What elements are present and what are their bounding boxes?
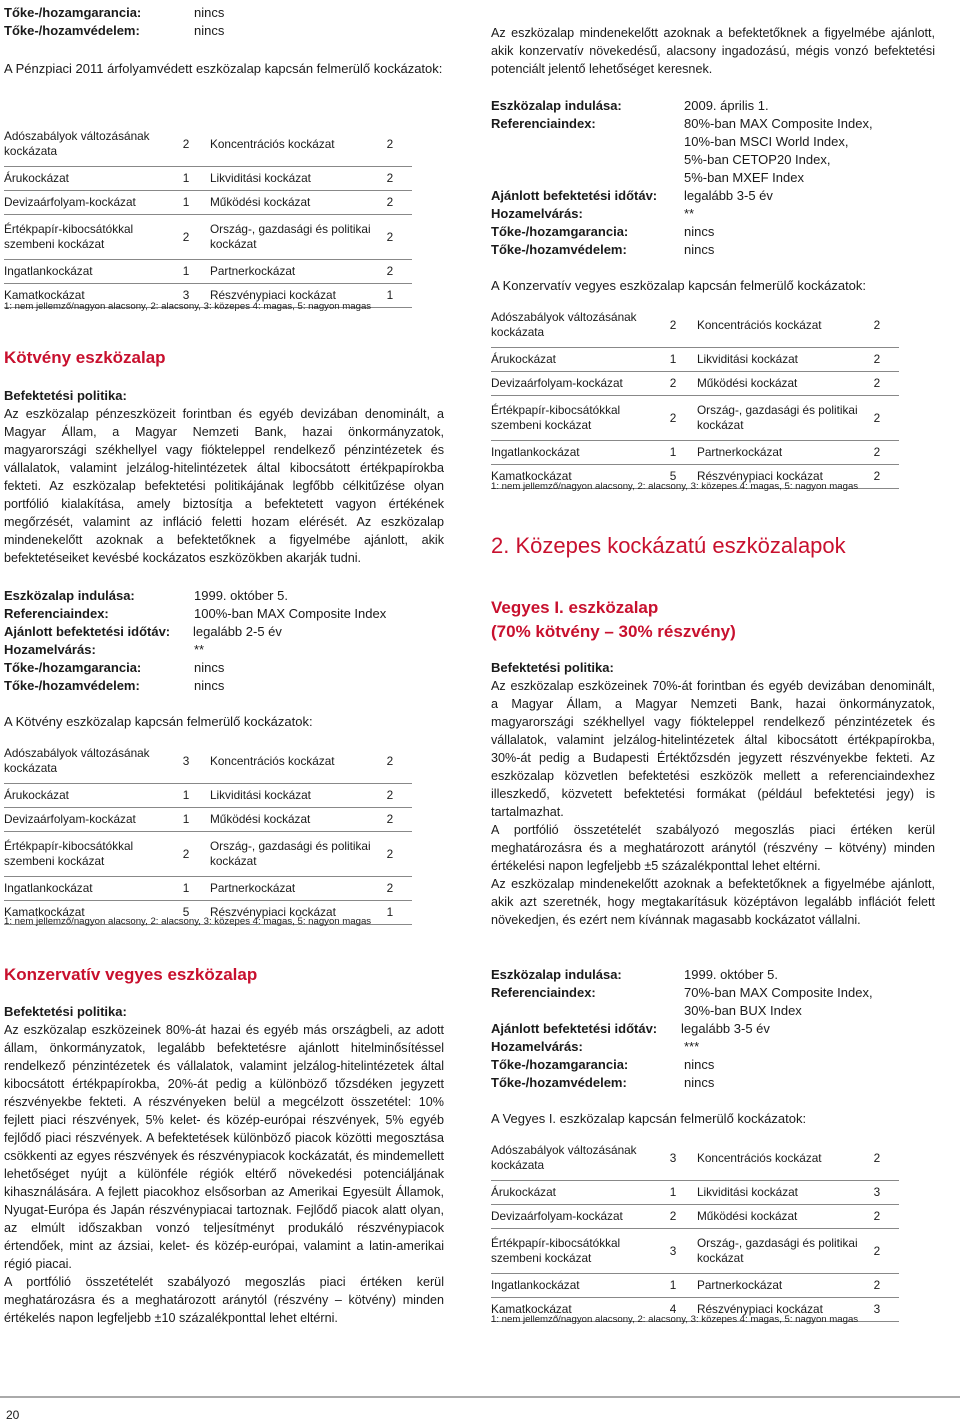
risk-level: 2 xyxy=(383,739,412,784)
risk-level: 2 xyxy=(666,303,697,348)
risk-level: 2 xyxy=(870,1205,899,1229)
risk-name: Partnerkockázat xyxy=(210,260,383,284)
risk-row xyxy=(4,167,412,191)
risk-name: Árukockázat xyxy=(4,784,179,808)
risk-legend: 1: nem jellemző/nagyon alacsony, 2: alacsony, 3: közepes 4: magas, 5: nagyon magas xyxy=(4,916,372,927)
risk-name: Likviditási kockázat xyxy=(697,1181,870,1205)
risk-name: Adószabályok változásának kockázata xyxy=(491,303,666,348)
risk-name: Koncentrációs kockázat xyxy=(210,739,383,784)
risk-level: 1 xyxy=(666,1274,697,1298)
risk-level: 2 xyxy=(870,465,899,489)
risk-level: 2 xyxy=(383,191,412,215)
risk-row xyxy=(491,396,899,441)
risk-level: 2 xyxy=(383,832,412,877)
risk-level: 2 xyxy=(383,808,412,832)
risk-name: Adószabályok változásának kockázata xyxy=(491,1136,666,1181)
risk-row xyxy=(491,348,899,372)
risk-level: 3 xyxy=(179,284,210,308)
risk-row xyxy=(491,1229,899,1274)
risk-name: Részvénypiaci kockázat xyxy=(697,1298,870,1322)
risk-name: Devizaárfolyam-kockázat xyxy=(491,372,666,396)
risk-name: Likviditási kockázat xyxy=(210,784,383,808)
risk-level: 1 xyxy=(179,784,210,808)
risk-row xyxy=(491,1136,899,1181)
risk-name: Koncentrációs kockázat xyxy=(210,122,383,167)
money-market-risk-intro: A Pénzpiaci 2011 árfolyamvédett eszközalap kapcsán felmerülő kockázatok: xyxy=(4,61,443,76)
risk-level: 1 xyxy=(383,284,412,308)
risk-legend: 1: nem jellemző/nagyon alacsony, 2: alacsony, 3: közepes 4: magas, 5: nagyon magas xyxy=(491,481,859,492)
mixed-policy-text-2: A portfólió összetételét szabályozó megoszlás piaci értéken kerül meghatározásra és a meghatározott aránytól (részvény – kötvény) minden értékelési napon legfeljebb ±5 százalékponttal lehet eltérni. xyxy=(491,823,935,873)
risk-level: 2 xyxy=(383,122,412,167)
risk-row xyxy=(4,832,412,877)
risk-row xyxy=(4,260,412,284)
mixed-policy-text: Az eszközalap eszközeinek 70%-át forintban és egyéb devizában denominált, a Magyar Állam, a Magyar Nemzeti Bank, hazai önkormányzatok, magyarországi székhellyel vagy fiókteleppel rendelkező pénzintézetek és vállalatok, valamint jelzálog-hitelintézetek által kibocsátott értékpapírokba, 30%-át pedig a Budapesti Értéktőzsdén jegyzett részvényekbe fekteti. Az eszközalap közvetlen befektetési eszközök mellett a referenciaindexhez illeszkedő, közvetett befektetési formákat (például befektetési jegy) is tartalmazhat. xyxy=(491,679,935,819)
risk-level: 1 xyxy=(383,901,412,925)
risk-name: Ország-, gazdasági és politikai kockázat xyxy=(210,215,383,260)
risk-level: 3 xyxy=(666,1136,697,1181)
risk-name: Értékpapír-kibocsátókkal szembeni kockázat xyxy=(491,1229,666,1274)
risk-name: Likviditási kockázat xyxy=(697,348,870,372)
conservative-policy-text-3: Az eszközalap mindenekelőtt azoknak a befektetőknek a figyelmébe ajánlott, akik konzervatív növekedésű, alacsony ingadozású, mégis vonzó befektetési potenciált jelentő lehetőséget keresnek. xyxy=(491,26,935,76)
risk-name: Devizaárfolyam-kockázat xyxy=(491,1205,666,1229)
policy-heading: Befektetési politika: xyxy=(4,388,127,403)
bond-policy-text: Az eszközalap pénzeszközeit forintban és egyéb devizában denominált, a Magyar Állam, a Magyar Nemzeti Bank, hazai önkormányzatok, magyarországi székhellyel vagy fiókteleppel rendelkező pénzintézetek és vállalatok, valamint jelzálog-hitelintézetek által kibocsátott értékpapírokba fekteti. Az eszközalap befektetési politikájának legfőbb célkitűzése olyan portfólió kialakítása, amely biztosítja a befektetett vagyon értékének megőrzését, valamint az infláció feletti hozam elérését. Az eszközalap mindenekelőtt azoknak a befektetőknek a figyelmébe ajánlott, akik befektetéseiket kevésbé kockázatos eszközökben akarják tudni. xyxy=(4,407,444,565)
risk-name: Értékpapír-kibocsátókkal szembeni kockázat xyxy=(4,832,179,877)
risk-level: 2 xyxy=(383,215,412,260)
conservative-risk-intro: A Konzervatív vegyes eszközalap kapcsán felmerülő kockázatok: xyxy=(491,278,867,293)
risk-level: 2 xyxy=(870,372,899,396)
mixed-risk-intro: A Vegyes I. eszközalap kapcsán felmerülő kockázatok: xyxy=(491,1111,807,1126)
risk-name: Koncentrációs kockázat xyxy=(697,303,870,348)
risk-name: Ingatlankockázat xyxy=(4,260,179,284)
risk-level: 1 xyxy=(666,1181,697,1205)
risk-level: 2 xyxy=(870,303,899,348)
risk-level: 2 xyxy=(179,832,210,877)
money-market-risk-table xyxy=(4,122,412,308)
risk-level: 2 xyxy=(666,1205,697,1229)
risk-level: 2 xyxy=(870,1229,899,1274)
risk-row xyxy=(4,739,412,784)
risk-row xyxy=(491,1205,899,1229)
risk-name: Partnerkockázat xyxy=(697,441,870,465)
risk-level: 3 xyxy=(179,739,210,784)
risk-name: Árukockázat xyxy=(4,167,179,191)
risk-row xyxy=(4,122,412,167)
risk-level: 2 xyxy=(870,348,899,372)
conservative-policy-text-2: A portfólió összetételét szabályozó megoszlás piaci értéken kerül meghatározásra és a meghatározott aránytól (részvény – kötvény) minden értékelés napon legfeljebb ±10 százalékponttal lehet eltérni. xyxy=(4,1275,444,1325)
risk-name: Működési kockázat xyxy=(210,191,383,215)
risk-name: Értékpapír-kibocsátókkal szembeni kockázat xyxy=(4,215,179,260)
risk-name: Árukockázat xyxy=(491,348,666,372)
risk-row xyxy=(4,191,412,215)
risk-level: 2 xyxy=(383,260,412,284)
risk-level: 2 xyxy=(870,441,899,465)
risk-name: Ingatlankockázat xyxy=(491,1274,666,1298)
policy-heading: Befektetési politika: xyxy=(491,660,614,675)
risk-level: 2 xyxy=(179,215,210,260)
risk-name: Ingatlankockázat xyxy=(4,877,179,901)
mixed-risk-table xyxy=(491,1136,899,1322)
mixed-policy-text-3: Az eszközalap mindenekelőtt azoknak a befektetőknek a figyelmébe ajánlott, akik azt szeretnék, hogy megtakarításuk középtávon legalább inflációt felett növekedjen, és ezért nem kívánnak magasabb kockázatot vállalni. xyxy=(491,877,935,927)
risk-level: 2 xyxy=(383,167,412,191)
risk-row xyxy=(4,877,412,901)
risk-level: 2 xyxy=(383,784,412,808)
risk-name: Koncentrációs kockázat xyxy=(697,1136,870,1181)
risk-name: Kamatkockázat xyxy=(4,284,179,308)
risk-level: 5 xyxy=(179,901,210,925)
risk-name: Működési kockázat xyxy=(697,1205,870,1229)
risk-name: Partnerkockázat xyxy=(210,877,383,901)
conservative-policy-text: Az eszközalap eszközeinek 80%-át hazai és egyéb más országbeli, az adott állam, önkormányzatok, legalább befektetésre ajánlott hitelminősítéssel rendelkező pénzintézetek és vállalatok, valamint jelzálog-hitelintézetek által kibocsátott értékpapírokba, 20%-át pedig a különböző tőzsdéken jegyzett részvényekbe fekteti. A részvényeken belül a megcélzott összetétel: 10% fejlett piaci részvények, 5% kelet- és közép-európai részvények, 5% egyéb fejlődő piaci részvények. A befektetések különböző piacok közötti megosztása csökkenti az egyes részvények és részvénypiacok kockázatát, és mindemellett lehetőséget nyújt a különféle régiók eltérő növekedési potenciáljának kihasználására. A fejlett piacokhoz elsősorban az Amerikai Egyesült Államok, Nyugat-Európa és Japán részvénypiacai tartoznak. Fejlődő piacok alatt olyan, az elmúlt időszakban vonzó teljesítményt produkáló részvénypiacok értendőek, mint az ázsiai, kelet- és közép-európai, valamint a latin-amerikai régió piacai. xyxy=(4,1023,444,1271)
risk-name: Devizaárfolyam-kockázat xyxy=(4,191,179,215)
risk-name: Részvénypiaci kockázat xyxy=(697,465,870,489)
policy-heading: Befektetési politika: xyxy=(4,1004,127,1019)
mixed-fund-title: Vegyes I. eszközalap xyxy=(491,598,659,617)
risk-name: Részvénypiaci kockázat xyxy=(210,284,383,308)
risk-name: Kamatkockázat xyxy=(4,901,179,925)
risk-row xyxy=(4,784,412,808)
risk-level: 2 xyxy=(870,1274,899,1298)
risk-level: 1 xyxy=(666,441,697,465)
risk-level: 2 xyxy=(870,1136,899,1181)
risk-level: 2 xyxy=(870,396,899,441)
risk-level: 2 xyxy=(666,372,697,396)
risk-row xyxy=(491,1181,899,1205)
risk-level: 1 xyxy=(179,877,210,901)
risk-row xyxy=(491,303,899,348)
risk-row xyxy=(491,441,899,465)
risk-name: Adószabályok változásának kockázata xyxy=(4,739,179,784)
risk-level: 1 xyxy=(179,260,210,284)
risk-name: Ország-, gazdasági és politikai kockázat xyxy=(210,832,383,877)
risk-level: 3 xyxy=(870,1181,899,1205)
risk-level: 2 xyxy=(383,877,412,901)
risk-level: 1 xyxy=(179,167,210,191)
risk-level: 2 xyxy=(666,396,697,441)
risk-name: Kamatkockázat xyxy=(491,1298,666,1322)
risk-level: 1 xyxy=(666,348,697,372)
bond-risk-intro: A Kötvény eszközalap kapcsán felmerülő kockázatok: xyxy=(4,714,313,729)
risk-name: Devizaárfolyam-kockázat xyxy=(4,808,179,832)
risk-level: 4 xyxy=(666,1298,697,1322)
risk-row xyxy=(4,215,412,260)
risk-name: Partnerkockázat xyxy=(697,1274,870,1298)
risk-row xyxy=(491,1274,899,1298)
risk-level: 1 xyxy=(179,191,210,215)
conservative-risk-table xyxy=(491,303,899,489)
mixed-fund-subtitle: (70% kötvény – 30% részvény) xyxy=(491,622,736,641)
section-title: 2. Közepes kockázatú eszközalapok xyxy=(491,533,846,558)
risk-name: Kamatkockázat xyxy=(491,465,666,489)
risk-level: 5 xyxy=(666,465,697,489)
footer-divider xyxy=(0,1396,960,1398)
risk-name: Működési kockázat xyxy=(697,372,870,396)
risk-name: Ország-, gazdasági és politikai kockázat xyxy=(697,1229,870,1274)
risk-legend: 1: nem jellemző/nagyon alacsony, 2: alacsony, 3: közepes 4: magas, 5: nagyon magas xyxy=(4,301,372,312)
page-number: 20 xyxy=(6,1408,20,1422)
risk-name: Ország-, gazdasági és politikai kockázat xyxy=(697,396,870,441)
risk-name: Likviditási kockázat xyxy=(210,167,383,191)
risk-name: Működési kockázat xyxy=(210,808,383,832)
risk-level: 2 xyxy=(179,122,210,167)
bond-risk-table xyxy=(4,739,412,925)
risk-name: Árukockázat xyxy=(491,1181,666,1205)
risk-name: Ingatlankockázat xyxy=(491,441,666,465)
risk-level: 1 xyxy=(179,808,210,832)
risk-level: 3 xyxy=(870,1298,899,1322)
bond-fund-title: Kötvény eszközalap xyxy=(4,348,166,367)
risk-row xyxy=(4,808,412,832)
risk-legend: 1: nem jellemző/nagyon alacsony, 2: alacsony, 3: közepes 4: magas, 5: nagyon magas xyxy=(491,1314,859,1325)
risk-row xyxy=(491,372,899,396)
conservative-fund-title: Konzervatív vegyes eszközalap xyxy=(4,965,258,984)
risk-name: Adószabályok változásának kockázata xyxy=(4,122,179,167)
risk-name: Értékpapír-kibocsátókkal szembeni kockázat xyxy=(491,396,666,441)
risk-level: 3 xyxy=(666,1229,697,1274)
risk-name: Részvénypiaci kockázat xyxy=(210,901,383,925)
